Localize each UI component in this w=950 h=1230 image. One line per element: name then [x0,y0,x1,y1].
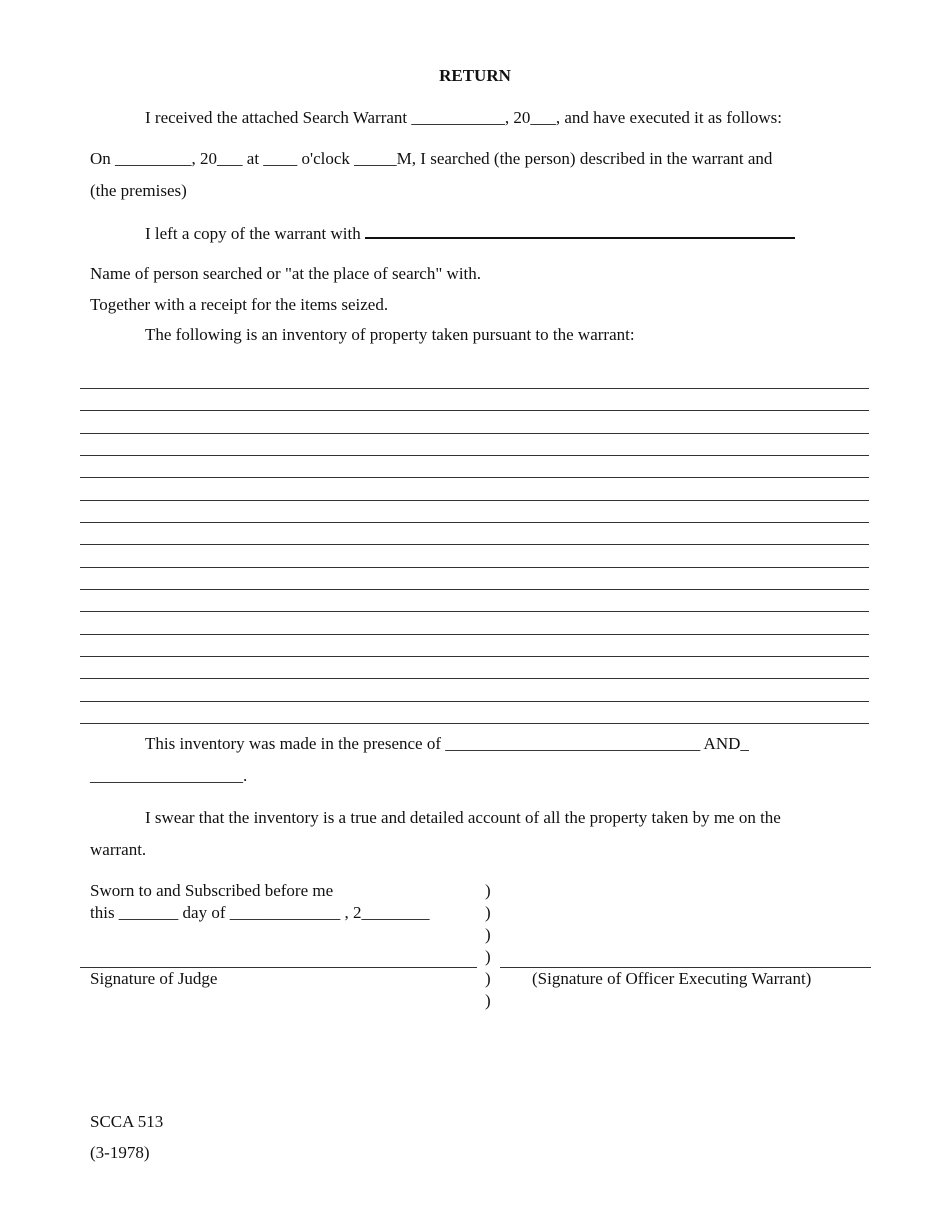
paren: ) [485,925,491,944]
inventory-line [80,433,869,434]
sworn-before-line: Sworn to and Subscribed before me [90,881,334,900]
paren: ) [485,947,491,966]
form-title: RETURN [439,66,511,85]
copy-left-with-label: I left a copy of the warrant with [145,224,361,243]
inventory-line [80,544,869,545]
inventory-line [80,634,869,635]
paren: ) [485,881,491,900]
officer-signature-label: (Signature of Officer Executing Warrant) [532,969,812,988]
officer-signature-line [500,967,871,968]
paren: ) [485,903,491,922]
judge-signature-label: Signature of Judge [90,969,218,988]
inventory-line [80,678,869,679]
form-number: SCCA 513 [90,1112,164,1131]
inventory-line [80,410,869,411]
paren: ) [485,991,491,1010]
copy-left-with-line [145,223,795,244]
inventory-line [80,477,869,478]
inventory-line [80,522,869,523]
presence-line: This inventory was made in the presence of ______________________________ AND_ [145,734,749,753]
person-searched-note: Name of person searched or "at the place of search" with. [90,264,482,283]
inventory-line [80,388,869,389]
presence-line-2: __________________. [90,766,248,785]
execution-details-line: On _________, 20___ at ____ o'clock _____M, I searched (the person) described in the warrant and [90,149,773,168]
inventory-line [80,589,869,590]
paren: ) [485,969,491,988]
copy-left-with-blank [365,223,795,239]
execution-details-line-2: (the premises) [90,181,187,200]
form-revision-date: (3-1978) [90,1143,150,1162]
inventory-intro: The following is an inventory of property taken pursuant to the warrant: [145,325,635,344]
swear-statement-2: warrant. [90,840,147,859]
receipt-note: Together with a receipt for the items seized. [90,295,389,314]
inventory-line [80,567,869,568]
swear-statement: I swear that the inventory is a true and detailed account of all the property taken by me on the [145,808,781,827]
inventory-line [80,455,869,456]
received-warrant-line: I received the attached Search Warrant ___________, 20___, and have executed it as follows: [145,108,783,127]
inventory-line [80,723,869,724]
judge-signature-line [80,967,477,968]
inventory-line [80,656,869,657]
inventory-line [80,500,869,501]
inventory-line [80,701,869,702]
sworn-date-line: this _______ day of _____________ , 2________ [90,903,430,922]
inventory-line [80,611,869,612]
